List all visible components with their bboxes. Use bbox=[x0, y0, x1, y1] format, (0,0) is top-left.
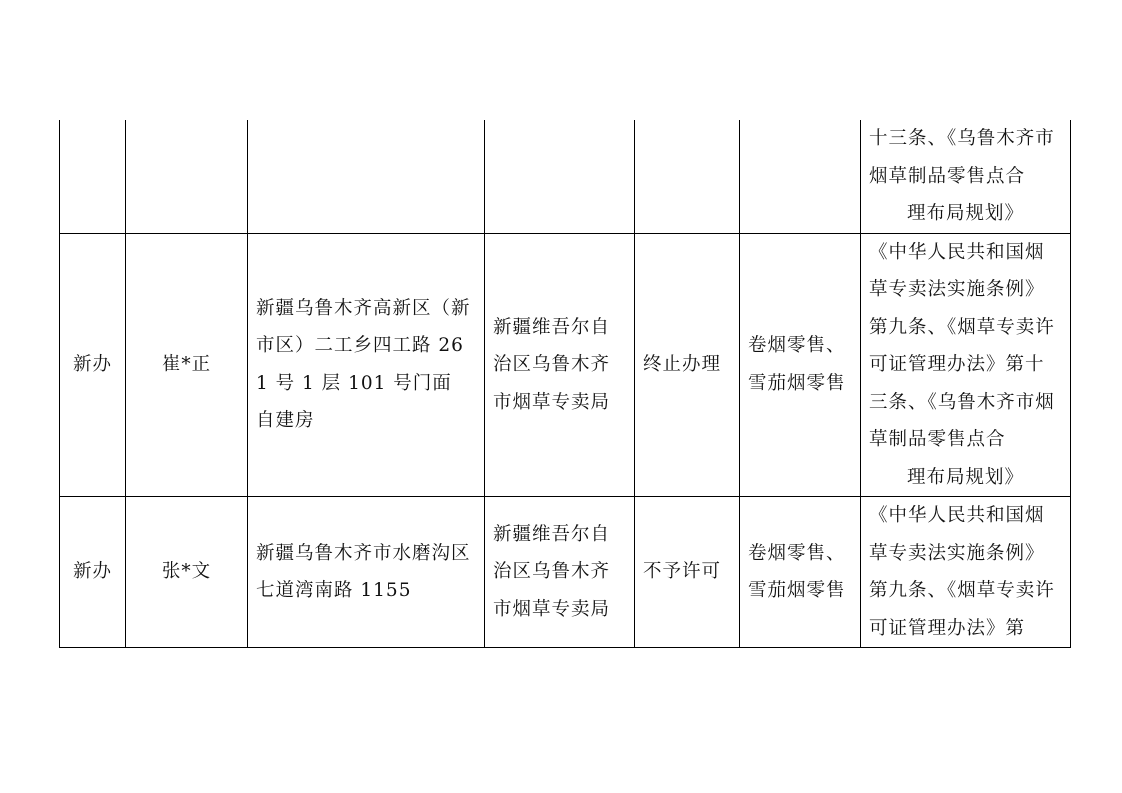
cell-result: 不予许可 bbox=[635, 497, 740, 648]
cell-scope: 卷烟零售、雪茄烟零售 bbox=[740, 497, 861, 648]
legal-basis-text: 《中华人民共和国烟草专卖法实施条例》第九条、《烟草专卖许可证管理办法》第 bbox=[869, 505, 1055, 639]
cell-legal-basis bbox=[861, 120, 1071, 233]
cell-category: 新办 bbox=[60, 233, 126, 497]
cell-address bbox=[248, 120, 485, 233]
legal-basis-text: 《中华人民共和国烟草专卖法实施条例》第九条、《烟草专卖许可证管理办法》第十三条、《乌鲁木齐市烟草制品零售点合 bbox=[869, 241, 1055, 450]
table-row bbox=[60, 120, 1071, 233]
cell-address: 新疆乌鲁木齐高新区（新市区）二工乡四工路 261 号 1 层 101 号门面 自建房 bbox=[248, 233, 485, 497]
cell-scope bbox=[740, 120, 861, 233]
legal-basis-tail: 理布局规划》 bbox=[906, 203, 1024, 224]
cell-applicant bbox=[126, 120, 248, 233]
cell-applicant: 张*文 bbox=[126, 497, 248, 648]
cell-category bbox=[60, 120, 126, 233]
table-row bbox=[60, 233, 1071, 497]
cell-applicant: 崔*正 bbox=[126, 233, 248, 497]
cell-legal-basis bbox=[861, 497, 1071, 648]
cell-legal-basis bbox=[861, 233, 1071, 497]
cell-address: 新疆乌鲁木齐市水磨沟区七道湾南路 1155 bbox=[248, 497, 485, 648]
table-row bbox=[60, 497, 1071, 648]
legal-basis-text: 十三条、《乌鲁木齐市烟草制品零售点合 bbox=[869, 128, 1055, 187]
cell-result: 终止办理 bbox=[635, 233, 740, 497]
cell-scope: 卷烟零售、雪茄烟零售 bbox=[740, 233, 861, 497]
license-decision-table bbox=[59, 120, 1071, 648]
cell-authority: 新疆维吾尔自治区乌鲁木齐市烟草专卖局 bbox=[485, 233, 635, 497]
cell-authority bbox=[485, 120, 635, 233]
legal-basis-tail: 理布局规划》 bbox=[906, 466, 1024, 488]
cell-result bbox=[635, 120, 740, 233]
cell-category: 新办 bbox=[60, 497, 126, 648]
cell-authority: 新疆维吾尔自治区乌鲁木齐市烟草专卖局 bbox=[485, 497, 635, 648]
